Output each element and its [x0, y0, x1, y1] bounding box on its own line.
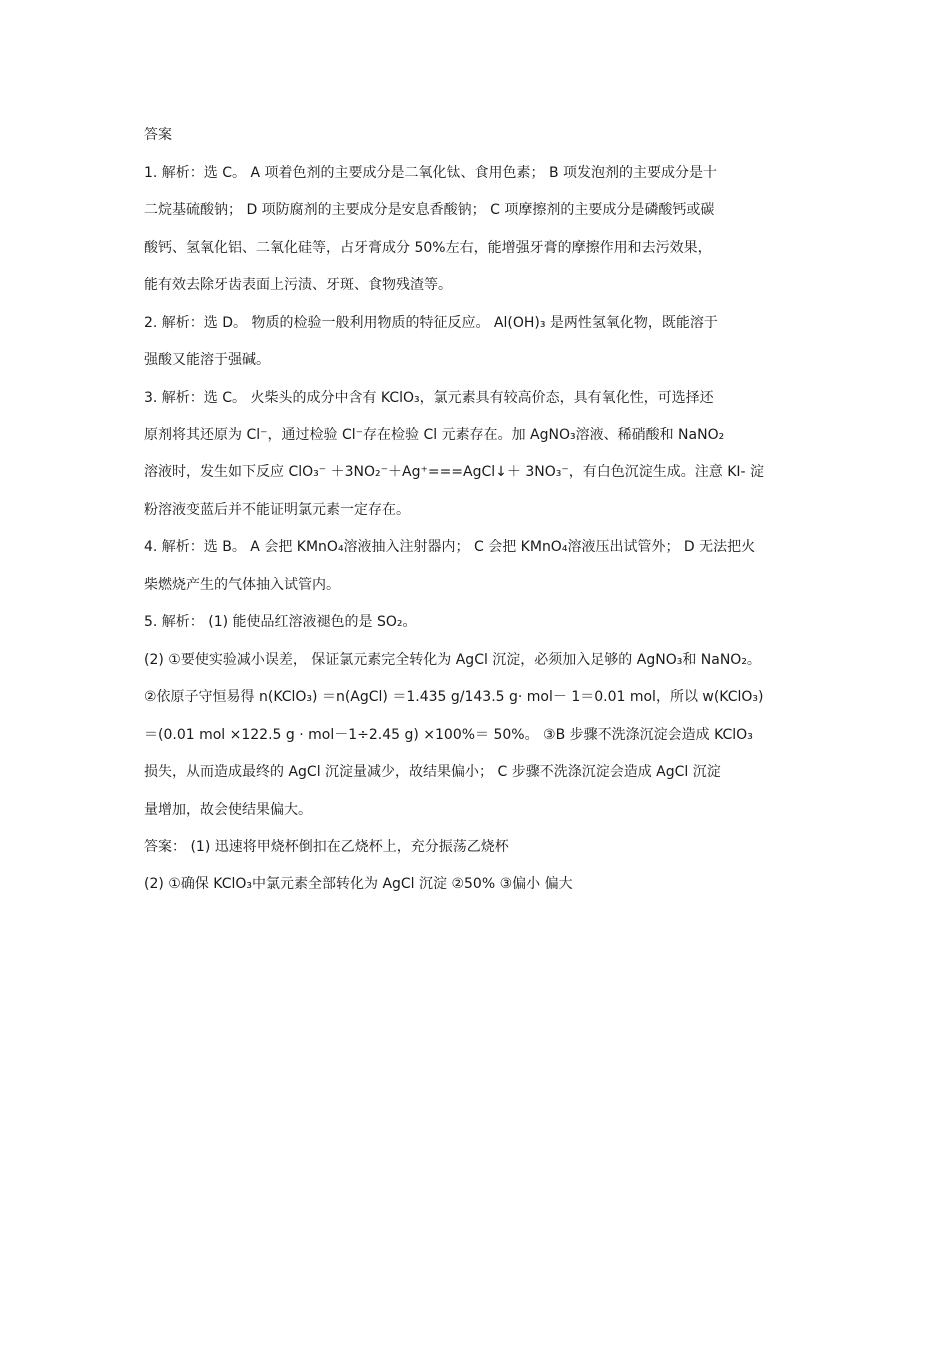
- text-line: 4. 解析：选 B。 A 会把 KMnO₄溶液抽入注射器内； C 会把 KMnO₄溶液压出试管外； D 无法把火: [144, 539, 756, 555]
- text-line: 强酸又能溶于强碱。: [144, 352, 270, 368]
- text-line: 酸钙、氢氧化铝、二氧化硅等，占牙膏成分 50%左右，能增强牙膏的摩擦作用和去污效果，: [144, 240, 712, 256]
- answer-heading: 答案: [144, 127, 172, 143]
- text-line: 粉溶液变蓝后并不能证明氯元素一定存在。: [144, 502, 410, 518]
- text-line: 二烷基硫酸钠； D 项防腐剂的主要成分是安息香酸钠； C 项摩擦剂的主要成分是磷酸钙或碳: [144, 202, 715, 218]
- text-line: 溶液时，发生如下反应 ClO₃⁻ ＋3NO₂⁻＋Ag⁺===AgCl↓＋ 3NO₃⁻，有白色沉淀生成。注意 KI- 淀: [144, 464, 765, 480]
- text-line: (2) ①确保 KClO₃中氯元素全部转化为 AgCl 沉淀 ②50% ③偏小 偏大: [144, 876, 573, 892]
- text-line: 2. 解析：选 D。 物质的检验一般利用物质的特征反应。 Al(OH)₃ 是两性氢氧化物，既能溶于: [144, 315, 718, 331]
- text-line: 3. 解析：选 C。 火柴头的成分中含有 KClO₃，氯元素具有较高价态，具有氧化性，可选择还: [144, 390, 714, 406]
- text-line: 量增加，故会使结果偏大。: [144, 802, 312, 818]
- text-line: 损失，从而造成最终的 AgCl 沉淀量减少，故结果偏小； C 步骤不洗涤沉淀会造成 AgCl 沉淀: [144, 764, 721, 780]
- text-line: ＝(0.01 mol ×122.5 g · mol－1÷2.45 g) ×100%＝ 50%。 ③B 步骤不洗涤沉淀会造成 KClO₃: [144, 727, 753, 743]
- text-line: 能有效去除牙齿表面上污渍、牙斑、食物残渣等。: [144, 277, 452, 293]
- text-line: (2) ①要使实验减小误差， 保证氯元素完全转化为 AgCl 沉淀，必须加入足够的 AgNO₃和 NaNO₂。: [144, 652, 761, 668]
- text-line: 5. 解析： (1) 能使品红溶液褪色的是 SO₂。: [144, 614, 417, 630]
- text-line: 答案： (1) 迅速将甲烧杯倒扣在乙烧杯上，充分振荡乙烧杯: [144, 839, 509, 855]
- text-line: ②依原子守恒易得 n(KClO₃) ＝n(AgCl) ＝1.435 g/143.5 g· mol－ 1＝0.01 mol，所以 w(KClO₃): [144, 689, 764, 705]
- text-line: 原剂将其还原为 Cl⁻，通过检验 Cl⁻存在检验 Cl 元素存在。加 AgNO₃溶液、稀硝酸和 NaNO₂: [144, 427, 725, 443]
- text-line: 柴燃烧产生的气体抽入试管内。: [144, 577, 340, 593]
- text-line: 1. 解析：选 C。 A 项着色剂的主要成分是二氧化钛、食用色素； B 项发泡剂的主要成分是十: [144, 165, 718, 181]
